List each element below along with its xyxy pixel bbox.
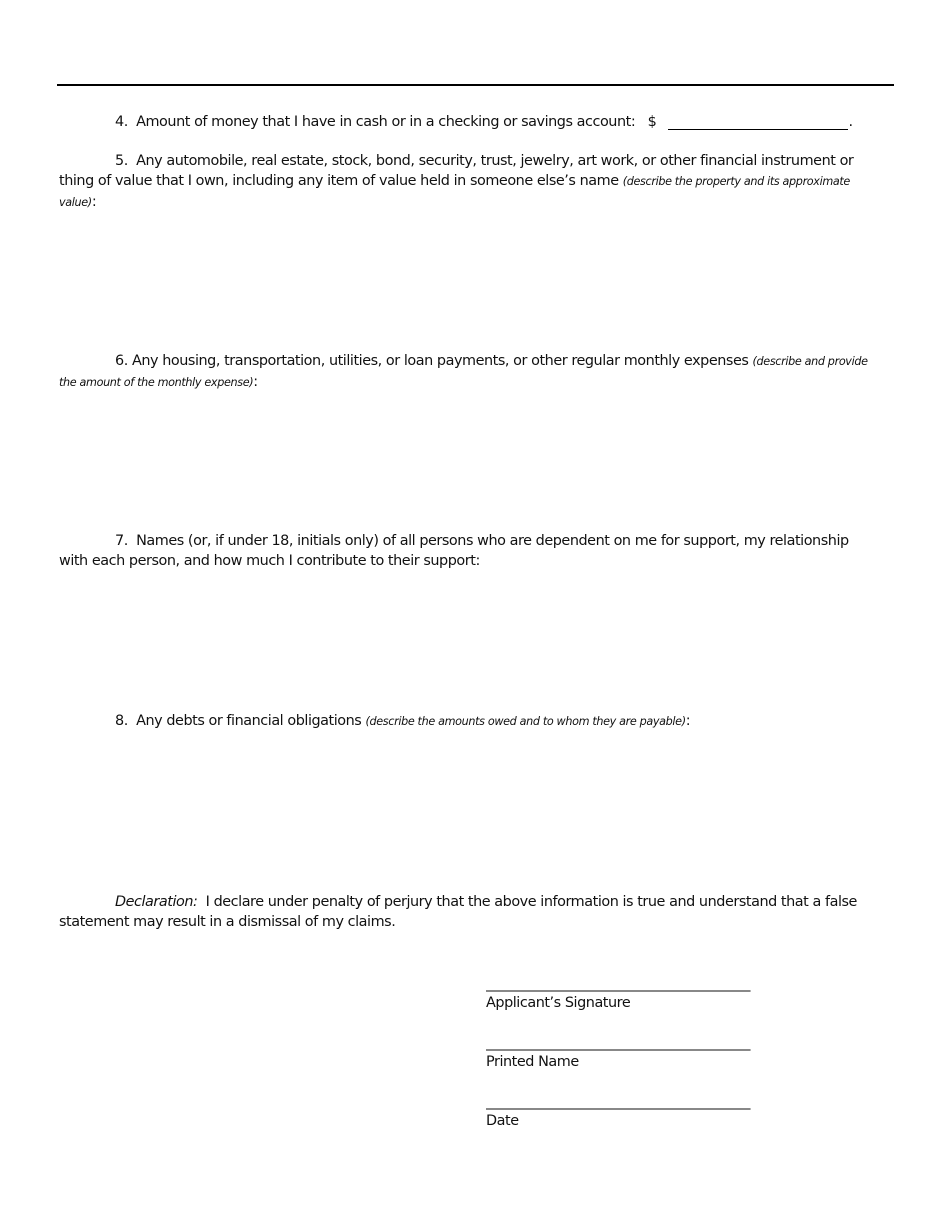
top-rule xyxy=(57,84,894,86)
date-field[interactable] xyxy=(486,1093,816,1131)
item-4-number: 4. xyxy=(115,114,128,130)
printed-name-label: Printed Name xyxy=(486,1054,579,1070)
item-6-number: 6. xyxy=(115,353,128,369)
item-4-period: . xyxy=(848,114,853,130)
item-5 xyxy=(59,151,874,213)
item-4 xyxy=(59,112,874,132)
signature-line: ________________________________________ xyxy=(486,976,750,992)
printed-name-line: ________________________________________ xyxy=(486,1035,750,1051)
item-8-text: Any debts or financial obligations xyxy=(136,713,362,729)
signature-field[interactable] xyxy=(486,975,816,1013)
item-5-colon: : xyxy=(91,194,97,210)
item-8-note: (describe the amounts owed and to whom they are payable) xyxy=(365,715,686,728)
item-8-number: 8. xyxy=(115,713,128,729)
currency-symbol: $ xyxy=(647,114,657,130)
item-8 xyxy=(59,711,874,732)
item-5-text: Any automobile, real estate, stock, bond, security, trust, jewelry, art work, or other financial instrument or thing of value that I own, including any item of value held in someone else’s name xyxy=(59,153,854,189)
item-6-colon: : xyxy=(253,374,258,390)
declaration xyxy=(59,892,874,932)
item-6-text: Any housing, transportation, utilities, or loan payments, or other regular monthly expenses xyxy=(131,353,749,369)
cash-amount-field[interactable] xyxy=(668,113,848,130)
item-6 xyxy=(59,351,874,393)
printed-name-field[interactable] xyxy=(486,1034,816,1072)
declaration-text: I declare under penalty of perjury that the above information is true and understand that a false statement may result in a dismissal of my claims. xyxy=(59,894,857,930)
item-7-text: Names (or, if under 18, initials only) of all persons who are dependent on me for support, my relationship with each person, and how much I contribute to their support: xyxy=(59,533,849,569)
item-7 xyxy=(59,531,874,571)
item-5-note: (describe the property and its approximate value) xyxy=(59,175,850,209)
item-5-number: 5. xyxy=(115,153,128,169)
declaration-label: Declaration: xyxy=(115,894,198,910)
item-6-note: (describe and provide the amount of the monthly expense) xyxy=(59,355,868,389)
date-line: ________________________________________ xyxy=(486,1094,750,1110)
date-label: Date xyxy=(486,1113,519,1129)
item-7-number: 7. xyxy=(115,533,128,549)
item-8-colon: : xyxy=(685,713,691,729)
signature-label: Applicant’s Signature xyxy=(486,995,631,1011)
item-4-text: Amount of money that I have in cash or in a checking or savings account: xyxy=(136,114,636,130)
